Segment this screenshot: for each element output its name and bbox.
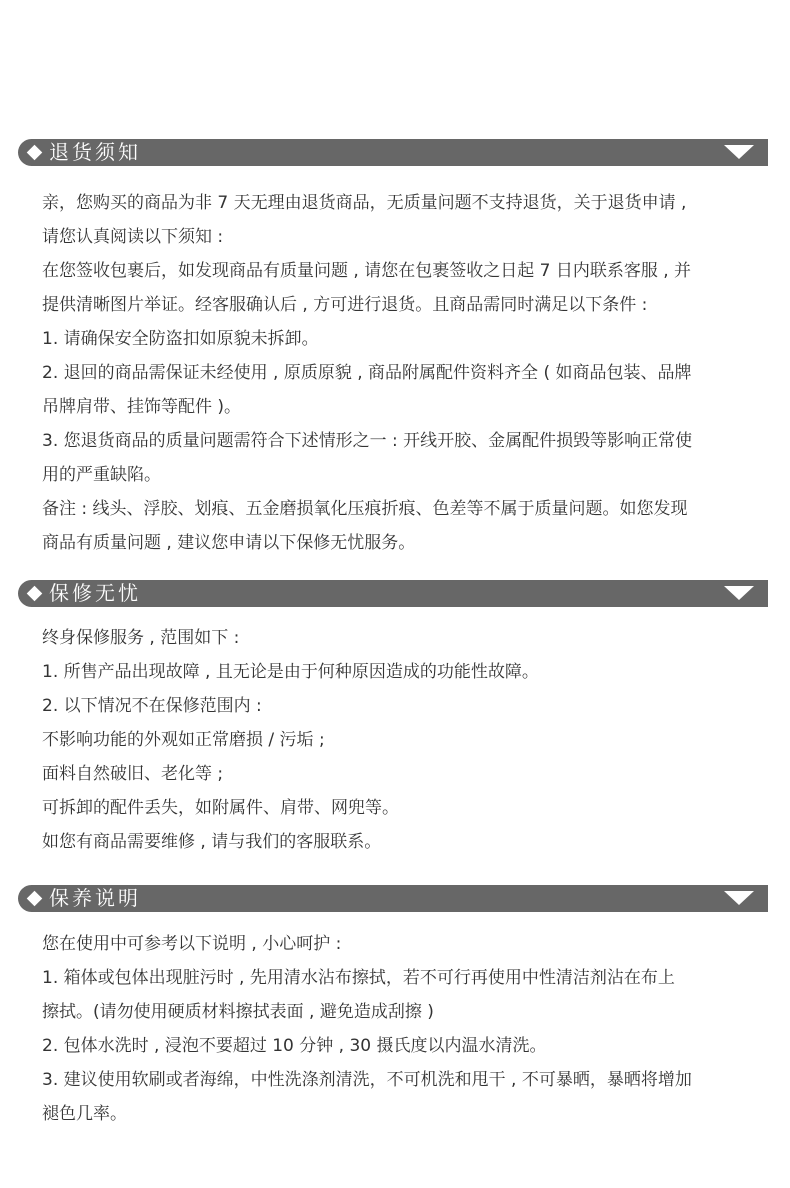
diamond-bullet-icon (27, 145, 43, 161)
text-line: 1. 所售产品出现故障 , 且无论是由于何种原因造成的功能性故障。 (42, 662, 539, 682)
text-line: 商品有质量问题 , 建议您申请以下保修无忧服务。 (42, 533, 416, 553)
return-policy-content (42, 186, 744, 560)
section-title: 退货须知 (49, 140, 141, 164)
section-header-warranty (18, 580, 768, 607)
text-line: 终身保修服务 , 范围如下 : (42, 628, 240, 648)
triangle-down-icon (724, 891, 754, 905)
text-line: 在您签收包裹后，如发现商品有质量问题 , 请您在包裹签收之日起 7 日内联系客服 , 并 (42, 261, 692, 281)
text-line: 吊牌肩带、挂饰等配件 )。 (42, 397, 242, 417)
text-line: 2. 包体水洗时 , 浸泡不要超过 10 分钟 , 30 摄氏度以内温水清洗。 (42, 1036, 547, 1056)
text-line: 提供清晰图片举证。经客服确认后 , 方可进行退货。且商品需同时满足以下条件 : (42, 295, 648, 315)
text-line: 请您认真阅读以下须知 : (42, 227, 224, 247)
text-line: 3. 您退货商品的质量问题需符合下述情形之一 : 开线开胶、金属配件损毁等影响正常使 (42, 431, 693, 451)
text-line: 面料自然破旧、老化等 ; (42, 764, 224, 784)
triangle-down-icon (724, 586, 754, 600)
text-line: 您在使用中可参考以下说明 , 小心呵护 : (42, 934, 342, 954)
text-line: 1. 箱体或包体出现脏污时 , 先用清水沾布擦拭，若不可行再使用中性清洁剂沾在布上 (42, 968, 675, 988)
text-line: 亲，您购买的商品为非 7 天无理由退货商品，无质量问题不支持退货，关于退货申请 , (42, 193, 687, 213)
section-header-care-instructions (18, 885, 768, 912)
care-instructions-content (42, 927, 744, 1131)
text-line: 2. 退回的商品需保证未经使用 , 原质原貌 , 商品附属配件资料齐全 ( 如商品包装、品牌 (42, 363, 692, 383)
section-title: 保修无忧 (49, 581, 141, 605)
text-line: 用的严重缺陷。 (42, 465, 161, 485)
text-line: 不影响功能的外观如正常磨损 / 污垢 ; (42, 730, 325, 750)
diamond-bullet-icon (27, 586, 43, 602)
text-line: 如您有商品需要维修 , 请与我们的客服联系。 (42, 832, 382, 852)
triangle-down-icon (724, 145, 754, 159)
text-line: 可拆卸的配件丢失，如附属件、肩带、网兜等。 (42, 798, 399, 818)
text-line: 3. 建议使用软刷或者海绵，中性洗涤剂清洗，不可机洗和甩干 , 不可暴晒，暴晒将增加 (42, 1070, 692, 1090)
diamond-bullet-icon (27, 891, 43, 907)
text-line: 褪色几率。 (42, 1104, 127, 1124)
warranty-content (42, 621, 744, 859)
text-line: 2. 以下情况不在保修范围内 : (42, 696, 262, 716)
text-line: 擦拭。(请勿使用硬质材料擦拭表面 , 避免造成刮擦 ) (42, 1002, 434, 1022)
section-title: 保养说明 (49, 886, 141, 910)
section-header-return-policy (18, 139, 768, 166)
text-line: 备注 : 线头、浮胶、划痕、五金磨损氧化压痕折痕、色差等不属于质量问题。如您发现 (42, 499, 688, 519)
text-line: 1. 请确保安全防盗扣如原貌未拆卸。 (42, 329, 319, 349)
